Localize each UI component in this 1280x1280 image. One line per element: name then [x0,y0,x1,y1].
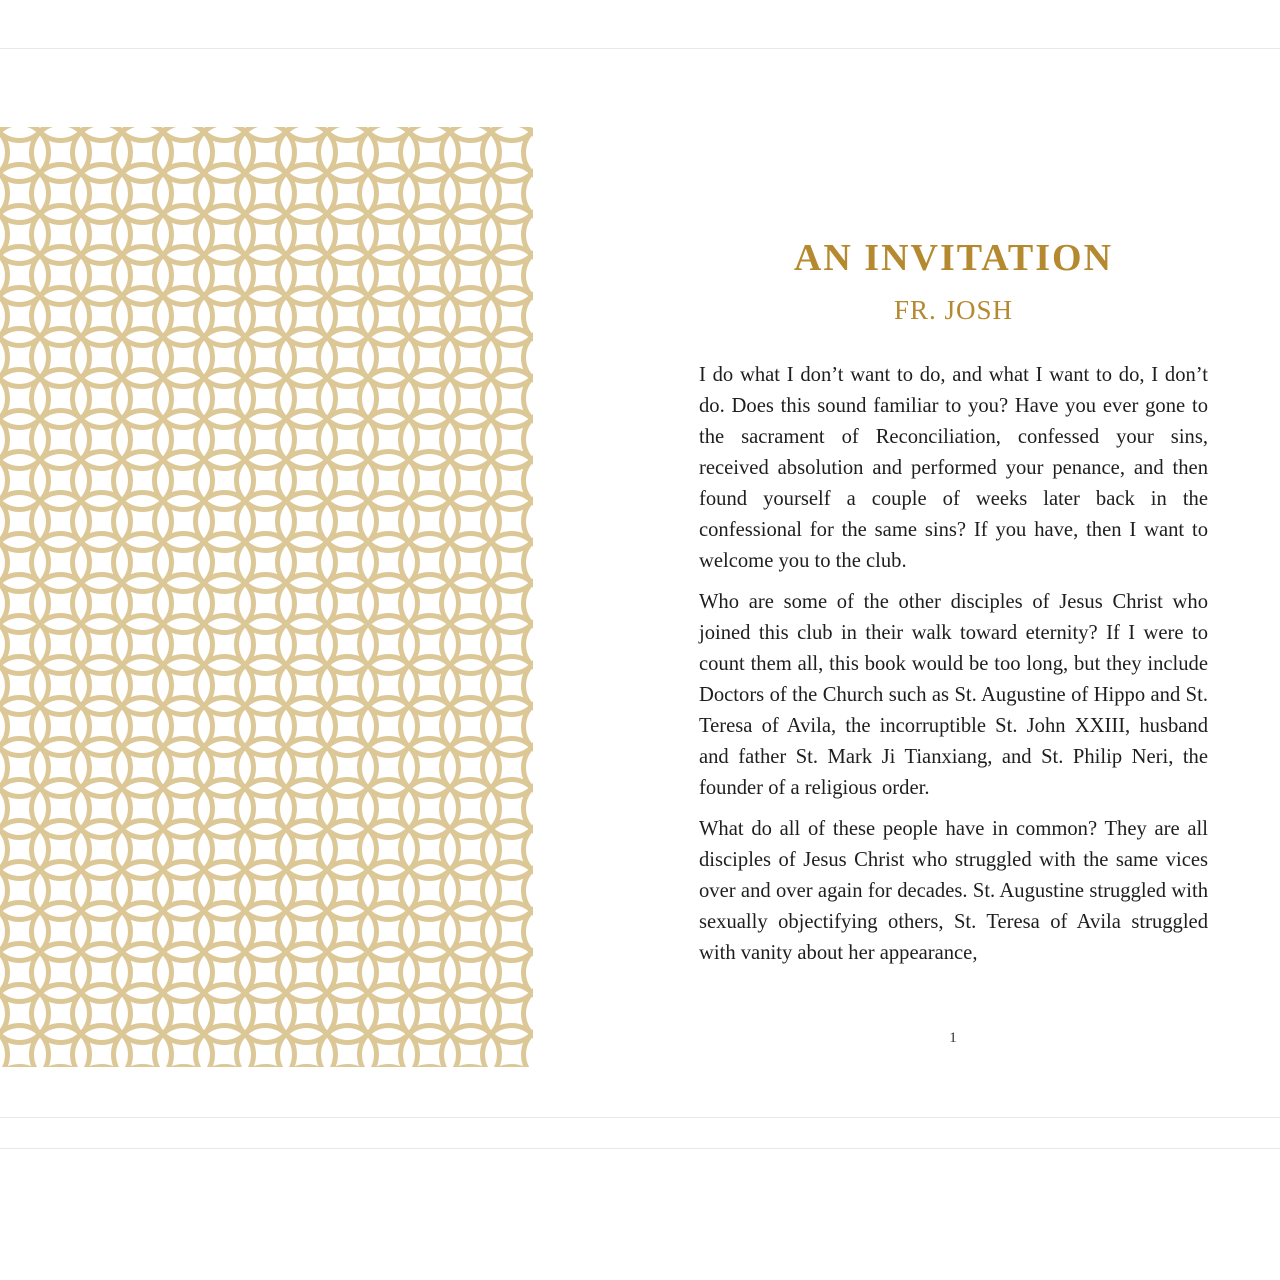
spread-bottom-border [0,1117,1280,1118]
quatrefoil-pattern-panel [0,127,533,1067]
quatrefoil-pattern [0,127,533,1067]
paragraph-1: I do what I don’t want to do, and what I want to do, I don’t do. Does this sound familiar to you? Have you ever gone to the sacrament of Reconciliation, confessed your sins, received absolution and performed your penance, and then found yourself a couple of weeks later back in the confessional for the same sins? If you have, then I want to welcome you to the club. [699,364,1208,572]
page-number: 1 [949,1030,957,1046]
chapter-author: FR. JOSH [893,295,1014,325]
body-text [690,360,1217,969]
paragraph-2: Who are some of the other disciples of Jesus Christ who joined this club in their walk toward eternity? If I were to count them all, this book would be too long, but they include Doctors of the Church such as St. Augustine of Hippo and St. Teresa of Avila, the incorruptible St. John XXIII, husband and father St. Mark Ji Tianxiang, and St. Philip Neri, the founder of a religious order. [699,591,1208,799]
text-page [690,230,1217,979]
top-edge-line [0,48,1280,49]
paragraph-3: What do all of these people have in common? They are all disciples of Jesus Christ who struggled with the same vices over and over again for decades. St. Augustine struggled with sexually objectifying others, St. Teresa of Avila struggled with vanity about her appearance, [699,818,1208,964]
bottom-edge-line [0,1148,1280,1149]
chapter-title: AN INVITATION [793,237,1114,279]
